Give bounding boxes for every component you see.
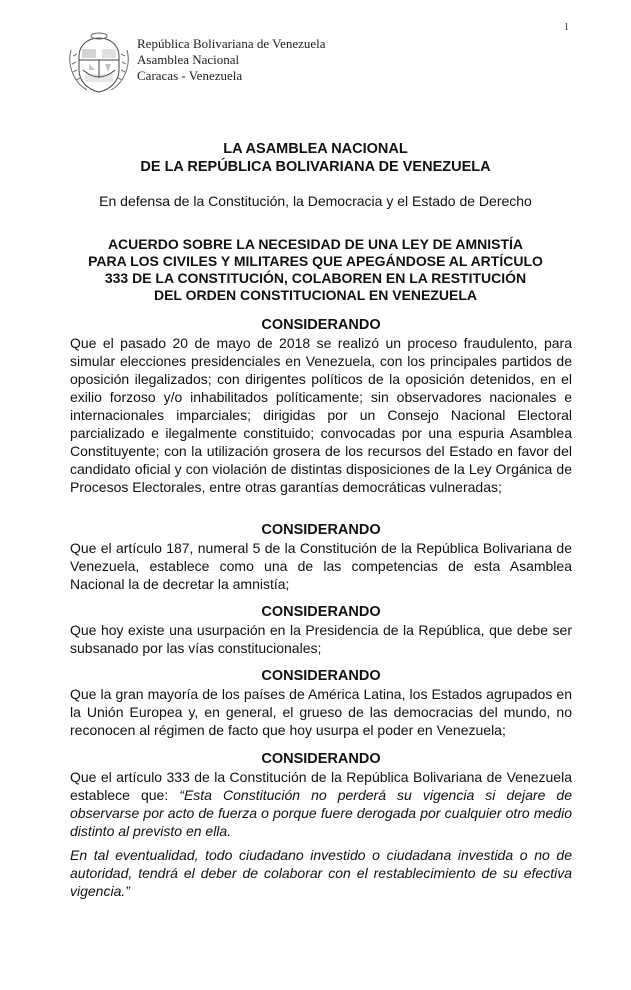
considerando-text xyxy=(70,768,572,840)
document-subtitle: En defensa de la Constitución, la Democracia y el Estado de Derecho xyxy=(99,193,532,209)
considerando-text: Que la gran mayoría de los países de América Latina, los Estados agrupados en la Unión Europea y, en general, el grueso de las democracias del mundo, no reconocen al régimen de facto que hoy usurpa el poder en Venezuela; xyxy=(70,686,572,738)
considerando-text: Que hoy existe una usurpación en la Presidencia de la República, que debe ser subsanado por las vías constitucionales; xyxy=(70,622,572,656)
considerando-section-4 xyxy=(70,667,572,739)
considerando-heading: CONSIDERANDO xyxy=(261,751,381,767)
considerando-section-2 xyxy=(70,521,572,593)
letterhead-institution: Asamblea Nacional xyxy=(137,52,240,67)
considerando-heading: CONSIDERANDO xyxy=(261,522,381,538)
title-line-2: DE LA REPÚBLICA BOLIVARIANA DE VENEZUELA xyxy=(140,159,491,175)
constitution-quote: “Esta Constitución no perderá su vigencia si dejare de observarse por acto de fuerza o porque fuere derogada por cualquier otro medio distinto al previsto en ella. xyxy=(70,787,572,839)
agreement-title xyxy=(0,236,631,304)
considerando-heading: CONSIDERANDO xyxy=(261,317,381,333)
letterhead-text xyxy=(137,36,326,84)
coat-of-arms-icon xyxy=(65,30,133,98)
considerando-text: Que el pasado 20 de mayo de 2018 se realizó un proceso fraudulento, para simular elecciones presidenciales en Venezuela, con los principales partidos de oposición ilegalizados; con dirigentes políticos de la oposición detenidos, en el exilio forzoso y/o inhabilitados políticamente; sin observadores nacionales e internacionales imparciales; dirigidas por un Consejo Nacional Electoral parcializado e ilegalmente constituido; convocadas por una espuria Asamblea Constituyente; con la utilización grosera de los recursos del Estado en favor del candidato oficial y con violación de distintas disposiciones de la Ley Orgánica de Procesos Electorales, entre otras garantías democráticas vulneradas; xyxy=(70,335,572,495)
considerando-section-3 xyxy=(70,603,572,657)
page-number: 1 xyxy=(564,22,569,33)
considerando-section-5 xyxy=(70,750,572,900)
letterhead-city: Caracas - Venezuela xyxy=(137,68,243,83)
agreement-line-4: DEL ORDEN CONSTITUCIONAL EN VENEZUELA xyxy=(153,287,478,303)
letterhead xyxy=(65,30,326,98)
considerando-heading: CONSIDERANDO xyxy=(261,668,381,684)
document-title xyxy=(0,140,631,176)
considerando-section-1 xyxy=(70,316,572,496)
agreement-line-3: 333 DE LA CONSTITUCIÓN, COLABOREN EN LA RESTITUCIÓN xyxy=(104,270,527,286)
agreement-line-2: PARA LOS CIVILES Y MILITARES QUE APEGÁNDOSE AL ARTÍCULO xyxy=(88,253,543,269)
letterhead-country: República Bolivariana de Venezuela xyxy=(137,36,326,51)
constitution-quote-continued: En tal eventualidad, todo ciudadano investido o ciudadana investida o no de autoridad, tendrá el deber de colaborar con el restablecimiento de su efectiva vigencia.” xyxy=(70,847,572,899)
considerando-intro: Que el artículo 333 de la Constitución de la República Bolivariana de Venezuela establece que: xyxy=(70,769,572,803)
title-line-1: LA ASAMBLEA NACIONAL xyxy=(223,141,408,157)
agreement-line-1: ACUERDO SOBRE LA NECESIDAD DE UNA LEY DE AMNISTÍA xyxy=(107,236,524,252)
considerando-heading: CONSIDERANDO xyxy=(261,604,381,620)
considerando-text: Que el artículo 187, numeral 5 de la Constitución de la República Bolivariana de Venezuela, establece como una de las competencias de esta Asamblea Nacional la de decretar la amnistía; xyxy=(70,540,572,592)
